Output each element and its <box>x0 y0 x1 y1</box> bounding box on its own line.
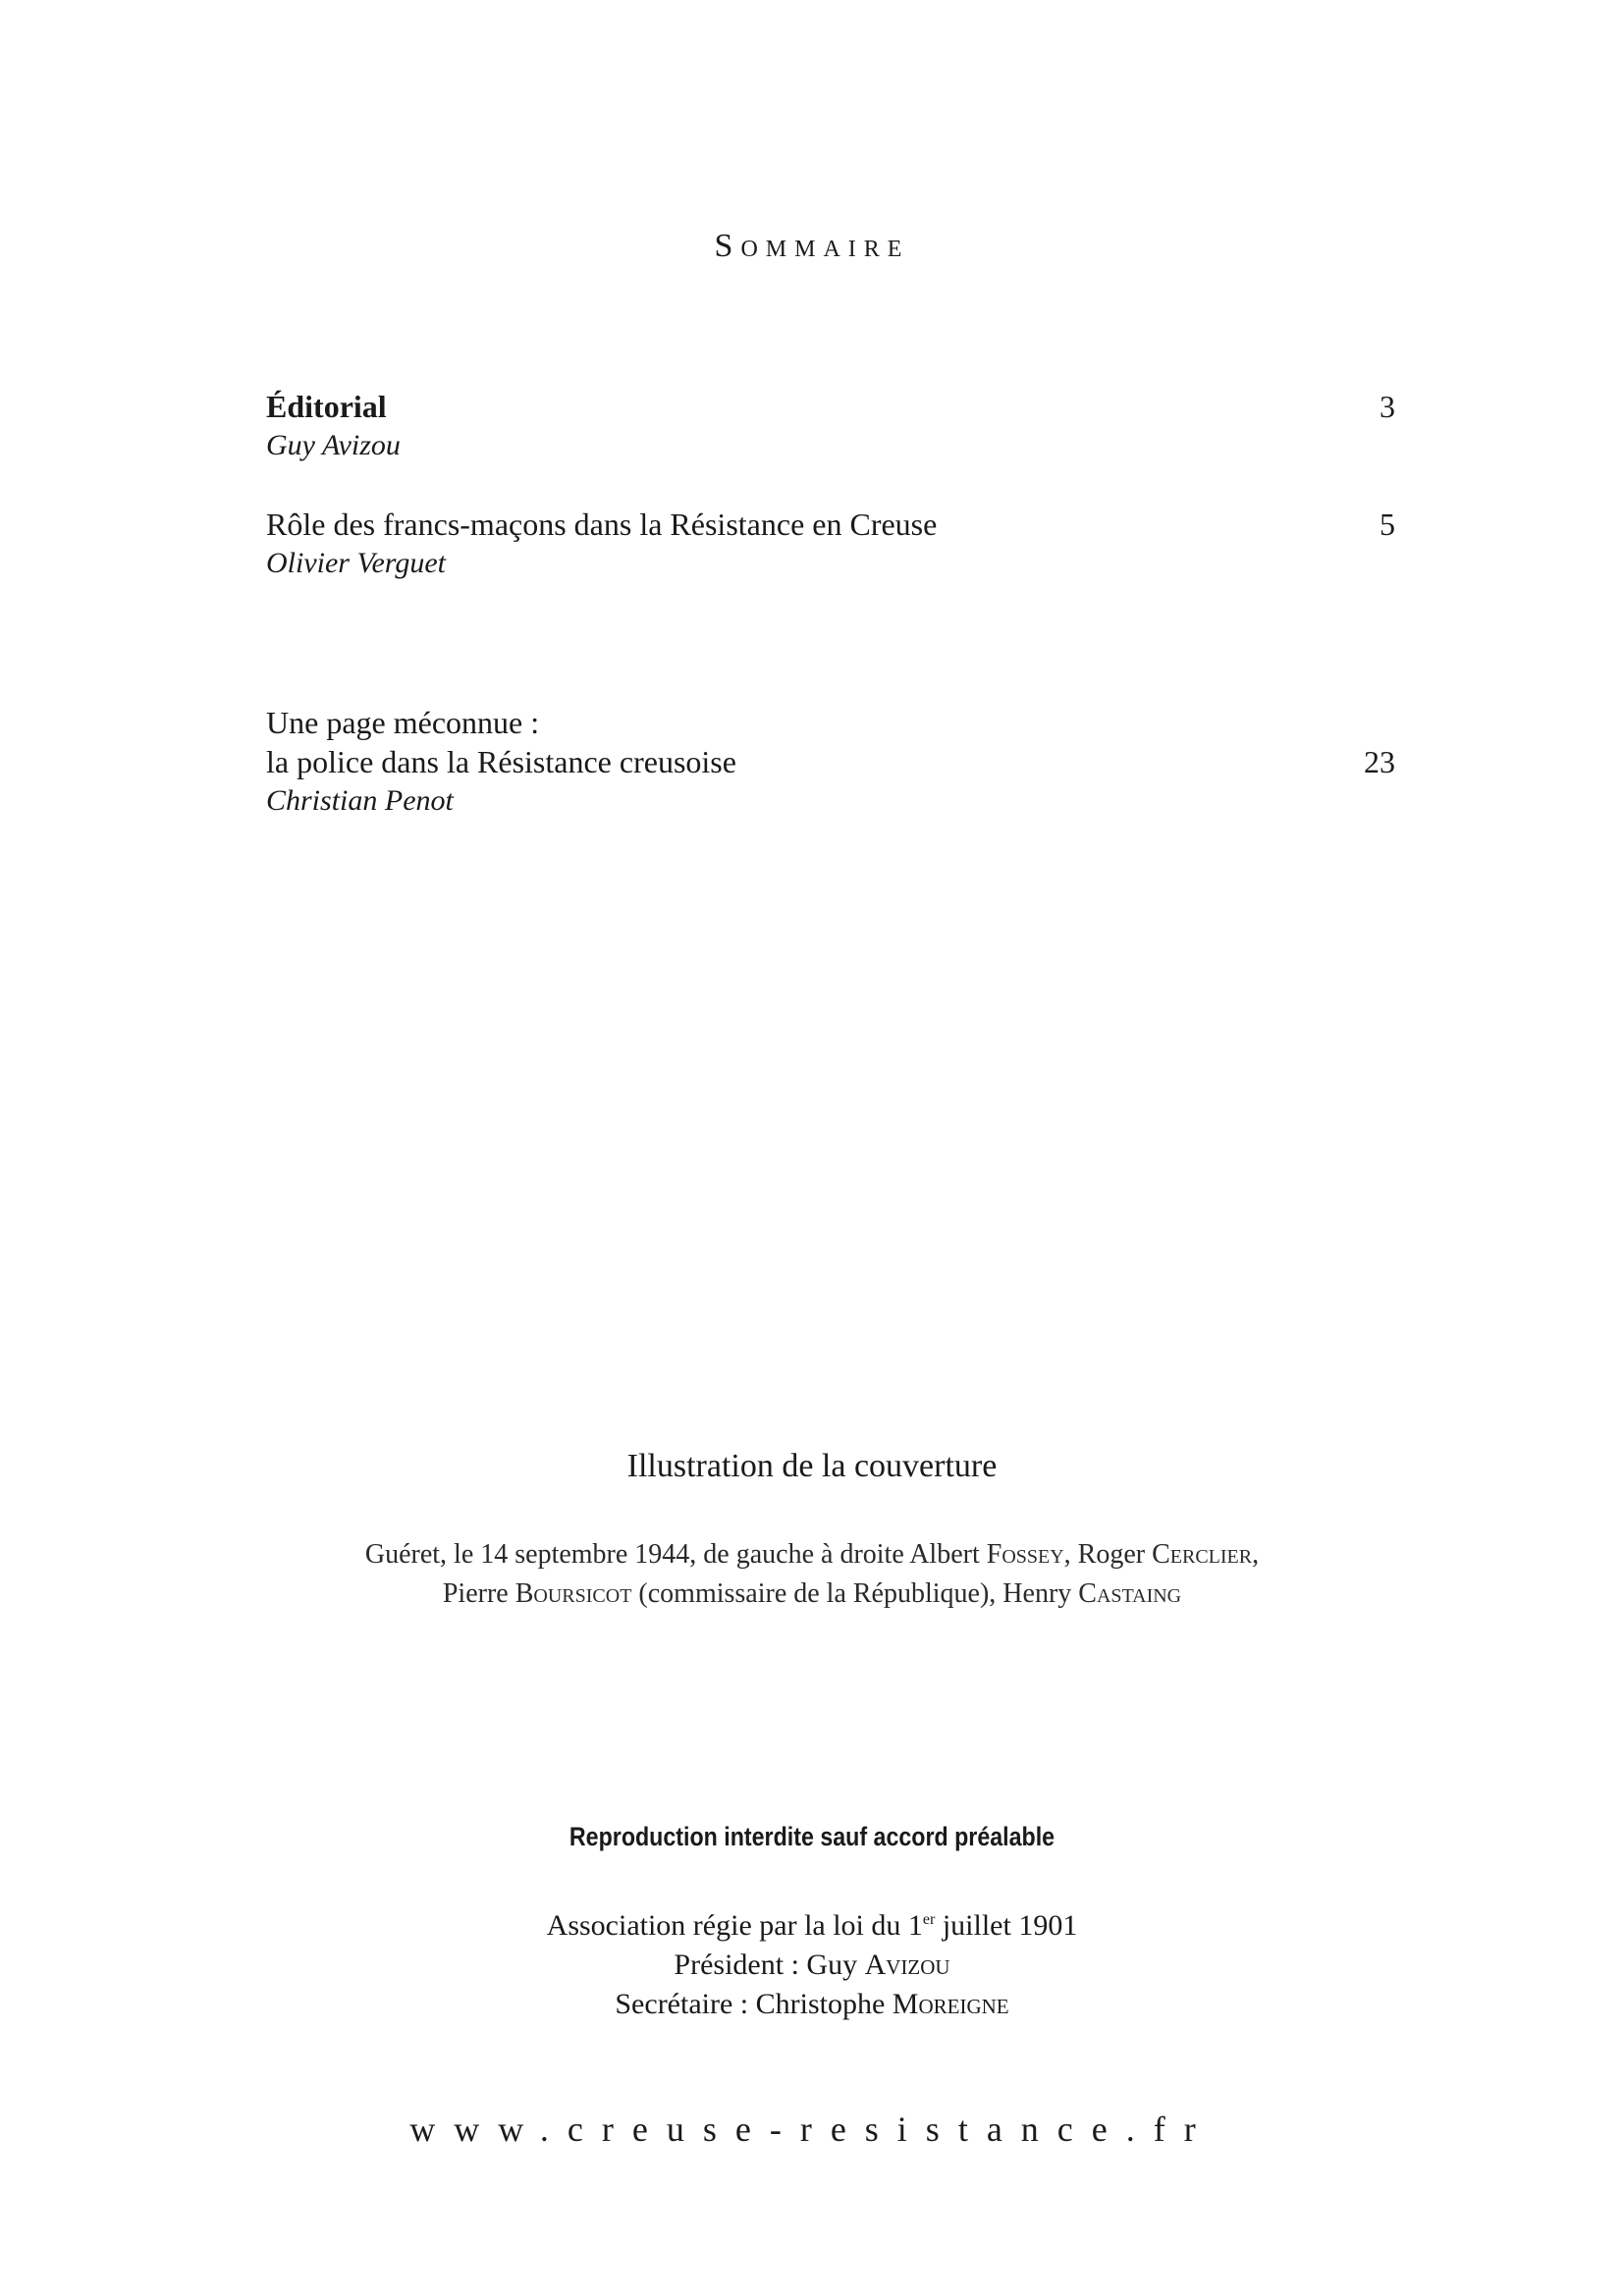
toc-entry-police <box>266 703 1395 821</box>
toc-entry-title: Éditorial <box>266 389 387 424</box>
page-title: Sommaire <box>714 228 910 264</box>
toc-entry-author: Christian Penot <box>266 784 454 817</box>
caption-text: Pierre <box>442 1578 515 1609</box>
president-label: Président : Guy <box>674 1949 865 1981</box>
website-url[interactable]: www.creuse-resistance.fr <box>409 2109 1215 2149</box>
law-superscript: er <box>922 1911 936 1928</box>
caption-person-name: Fossey <box>986 1539 1064 1570</box>
toc-entry-title-line-1: Une page méconnue : <box>266 705 540 740</box>
toc-entry-page: 3 <box>1380 389 1395 424</box>
association-info <box>0 1900 1624 2024</box>
caption-text: Guéret, le 14 septembre 1944, de gauche à droite Albert <box>364 1539 987 1570</box>
caption-text: (commissaire de la République), Henry <box>631 1578 1079 1609</box>
caption-line-1 <box>0 1535 1624 1575</box>
toc-entry-page: 5 <box>1380 507 1395 542</box>
caption-line-2 <box>0 1575 1624 1614</box>
toc-entry-author: Olivier Verguet <box>266 547 447 579</box>
association-law-line <box>0 1900 1624 1946</box>
caption-text: , Roger <box>1063 1539 1153 1570</box>
cover-illustration-caption <box>0 1535 1624 1614</box>
reproduction-notice: Reproduction interdite sauf accord préalable <box>568 1822 1056 1851</box>
president-line <box>0 1946 1624 1985</box>
toc-entry-francs-macons <box>266 505 1395 583</box>
caption-person-name: Boursicot <box>514 1578 632 1609</box>
law-suffix: juillet 1901 <box>935 1909 1078 1942</box>
secretary-name: Moreigne <box>892 1988 1009 2020</box>
president-name: Avizou <box>864 1949 950 1981</box>
toc-entry-page: 23 <box>1364 744 1395 779</box>
caption-text: , <box>1252 1539 1260 1570</box>
caption-person-name: Cerclier <box>1152 1539 1253 1570</box>
toc-entry-editorial <box>266 387 1395 465</box>
toc-entry-title-line-2: la police dans la Résistance creusoise <box>266 744 736 779</box>
secretary-label: Secrétaire : Christophe <box>615 1988 893 2020</box>
cover-illustration-heading: Illustration de la couverture <box>626 1448 998 1484</box>
secretary-line <box>0 1985 1624 2024</box>
toc-entry-title: Rôle des francs-maçons dans la Résistance en Creuse <box>266 507 938 542</box>
toc-entry-author: Guy Avizou <box>266 429 401 461</box>
caption-person-name: Castaing <box>1078 1578 1182 1609</box>
law-prefix: Association régie par la loi du 1 <box>546 1909 923 1942</box>
